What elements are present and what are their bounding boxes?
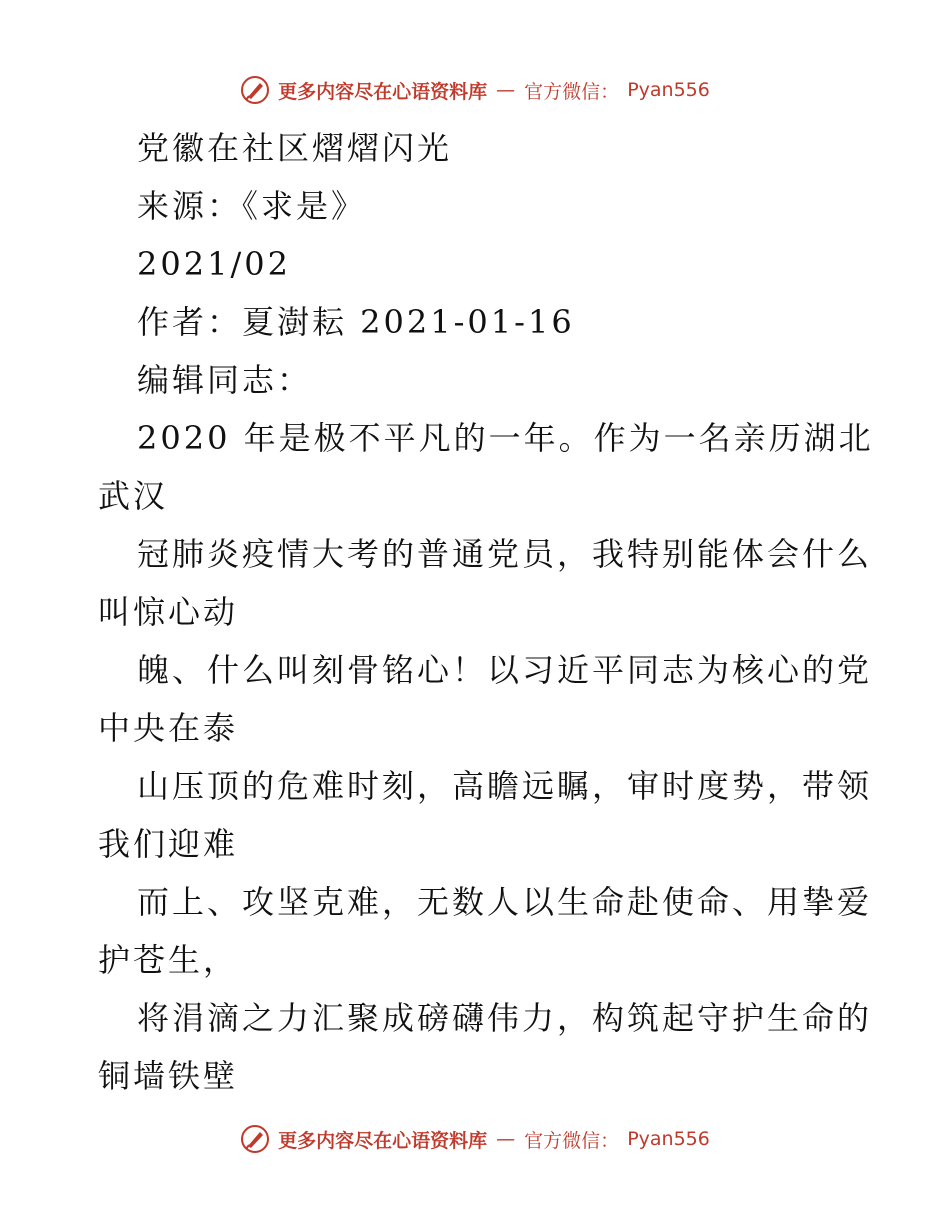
paragraph-line: 冠肺炎疫情大考的普通党员，我特别能体会什么 — [137, 535, 873, 573]
banner-wechat-id: Pyan556 — [627, 79, 710, 101]
source-line: 来源：《求是》 — [137, 187, 367, 225]
banner-wechat-id: Pyan556 — [627, 1128, 710, 1150]
article-title: 党徽在社区熠熠闪光 — [137, 129, 453, 167]
paragraph-line: 魄、什么叫刻骨铭心！以习近平同志为核心的党 — [137, 651, 873, 689]
salutation-line: 编辑同志： — [137, 361, 313, 399]
paragraph-line: 而上、攻坚克难，无数人以生命赴使命、用挚爱 — [137, 883, 873, 921]
banner-dash: — — [496, 1128, 516, 1150]
quill-logo-icon — [240, 75, 270, 105]
banner-text: 更多内容尽在心语资料库 — [278, 1129, 488, 1152]
paragraph-line: 护苍生， — [98, 941, 239, 979]
paragraph-line: 中央在泰 — [98, 709, 239, 747]
header-banner — [0, 72, 950, 108]
issue-line: 2021/02 — [137, 245, 291, 283]
banner-text: 更多内容尽在心语资料库 — [278, 80, 488, 103]
banner-wechat-label: 官方微信： — [524, 1129, 620, 1152]
quill-logo-icon — [240, 1124, 270, 1154]
author-line: 作者：夏澍耘 2021-01-16 — [137, 303, 575, 341]
footer-banner — [0, 1121, 950, 1157]
paragraph-line: 铜墙铁壁 — [98, 1057, 239, 1095]
banner-dash: — — [496, 79, 516, 101]
paragraph-line: 武汉 — [98, 477, 169, 515]
banner-wechat-label: 官方微信： — [524, 80, 620, 103]
paragraph-line: 叫惊心动 — [98, 593, 239, 631]
paragraph-line: 将涓滴之力汇聚成磅礴伟力，构筑起守护生命的 — [137, 999, 873, 1037]
paragraph-line: 山压顶的危难时刻，高瞻远瞩，审时度势，带领 — [137, 767, 873, 805]
paragraph-line: 2020 年是极不平凡的一年。作为一名亲历湖北 — [137, 419, 874, 457]
paragraph-line: 我们迎难 — [98, 825, 239, 863]
